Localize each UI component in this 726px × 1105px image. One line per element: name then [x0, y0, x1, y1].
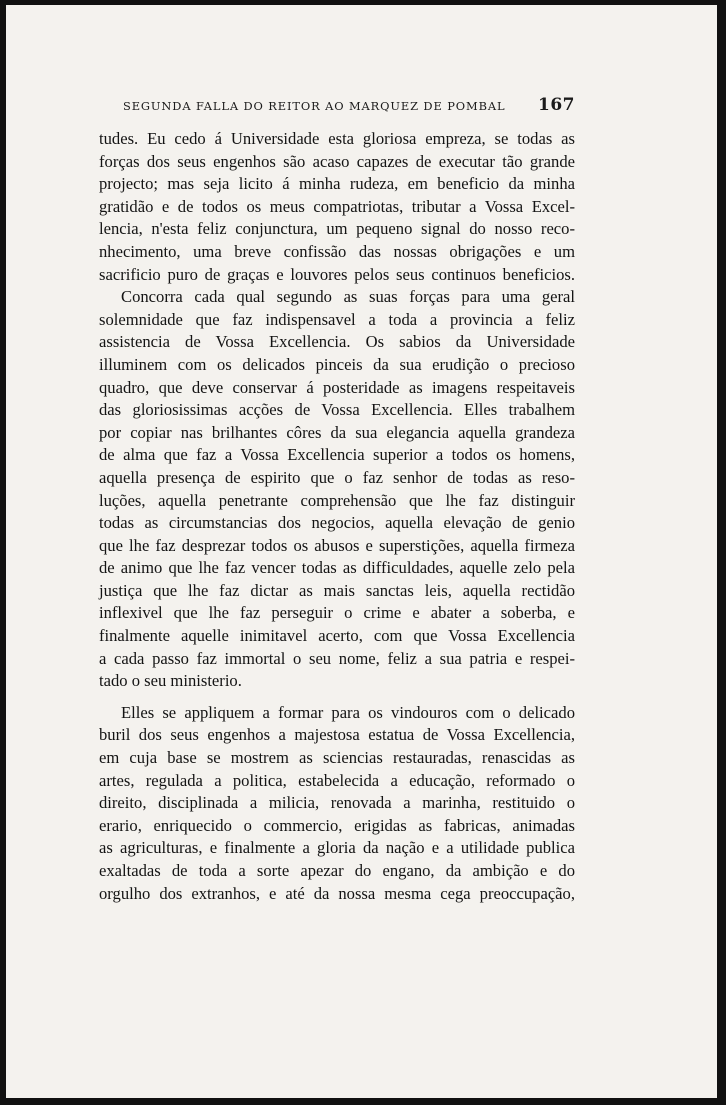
- text-line: Concorra cada qual segundo as suas forças para uma geral: [121, 287, 575, 307]
- text-line: lencia, n'esta feliz conjunctura, um pequeno signal do nosso reco-: [99, 219, 575, 239]
- text-line: exaltadas de toda a sorte apezar do engano, da ambição e do: [99, 861, 575, 880]
- text-line: gratidão e de todos os meus compatriotas, tributar a Vossa Excel-: [99, 196, 575, 216]
- paragraph: [99, 128, 575, 286]
- text-line: direito, disciplinada a milicia, renovada a marinha, restituido o: [99, 793, 575, 813]
- running-title: SEGUNDA FALLA DO REITOR AO MARQUEZ DE POMBAL: [123, 99, 506, 113]
- text-line: que lhe faz desprezar todos os abusos e superstições, aquella firmeza: [99, 535, 575, 555]
- text-line: por copiar nas brilhantes côres da sua elegancia aquella grandeza: [99, 422, 575, 442]
- text-line: illuminem com os delicados pinceis da sua erudição o precioso: [99, 354, 575, 374]
- text-line: erario, enriquecido o commercio, erigidas as fabricas, animadas: [99, 815, 575, 835]
- text-line: solemnidade que faz indispensavel a toda a provincia a feliz: [99, 309, 575, 329]
- text-line: sacrificio puro de graças e louvores pelos seus continuos beneficios.: [99, 264, 575, 284]
- text-line: em cuja base se mostrem as sciencias restauradas, renascidas as: [99, 748, 575, 768]
- text-line: tudes. Eu cedo á Universidade esta gloriosa empreza, se todas as: [99, 129, 575, 148]
- text-line: quadro, que deve conservar á posteridade as imagens respeitaveis: [99, 377, 575, 397]
- text-line: assistencia de Vossa Excellencia. Os sabios da Universidade: [99, 332, 575, 352]
- paragraph: [99, 286, 575, 693]
- text-line: projecto; mas seja licito á minha rudeza, em beneficio da minha: [99, 174, 575, 194]
- text-line: inflexivel que lhe faz perseguir o crime e abater a soberba, e: [99, 603, 575, 623]
- text-line: aquella presença de espirito que o faz senhor de todas as reso-: [99, 467, 575, 487]
- text-line: de alma que faz a Vossa Excellencia superior a todos os homens,: [99, 445, 575, 465]
- text-line: buril dos seus engenhos a majestosa estatua de Vossa Excellencia,: [99, 725, 575, 745]
- text-line: todas as circumstancias dos negocios, aquella elevação de genio: [99, 513, 575, 533]
- page-number: 167: [538, 95, 575, 115]
- text-line: tado o seu ministerio.: [99, 671, 242, 691]
- page-header: [123, 95, 575, 115]
- paragraph: [99, 702, 575, 905]
- text-line: luções, aquella penetrante comprehensão que lhe faz distinguir: [99, 490, 575, 510]
- book-page: [6, 5, 717, 1098]
- paragraph-gap: [99, 693, 575, 702]
- text-line: artes, regulada a politica, estabelecida a educação, reformado o: [99, 770, 575, 790]
- text-line: das gloriosissimas acções de Vossa Excellencia. Elles trabalhem: [99, 400, 575, 420]
- text-line: nhecimento, uma breve confissão das nossas obrigações e um: [99, 241, 575, 261]
- text-line: orgulho dos extranhos, e até da nossa mesma cega preoccupação,: [99, 883, 575, 903]
- body-text: [99, 128, 575, 905]
- text-line: finalmente aquelle inimitavel acerto, com que Vossa Excellencia: [99, 626, 575, 646]
- text-line: justiça que lhe faz dictar as mais sanctas leis, aquella rectidão: [99, 580, 575, 600]
- text-line: forças dos seus engenhos são acaso capazes de executar tão grande: [99, 151, 575, 171]
- text-line: Elles se appliquem a formar para os vindouros com o delicado: [121, 702, 575, 722]
- text-line: de animo que lhe faz vencer todas as difficuldades, aquelle zelo pela: [99, 558, 575, 578]
- text-line: as agriculturas, e finalmente a gloria da nação e a utilidade publica: [99, 838, 575, 858]
- text-line: a cada passo faz immortal o seu nome, feliz a sua patria e respei-: [99, 648, 575, 668]
